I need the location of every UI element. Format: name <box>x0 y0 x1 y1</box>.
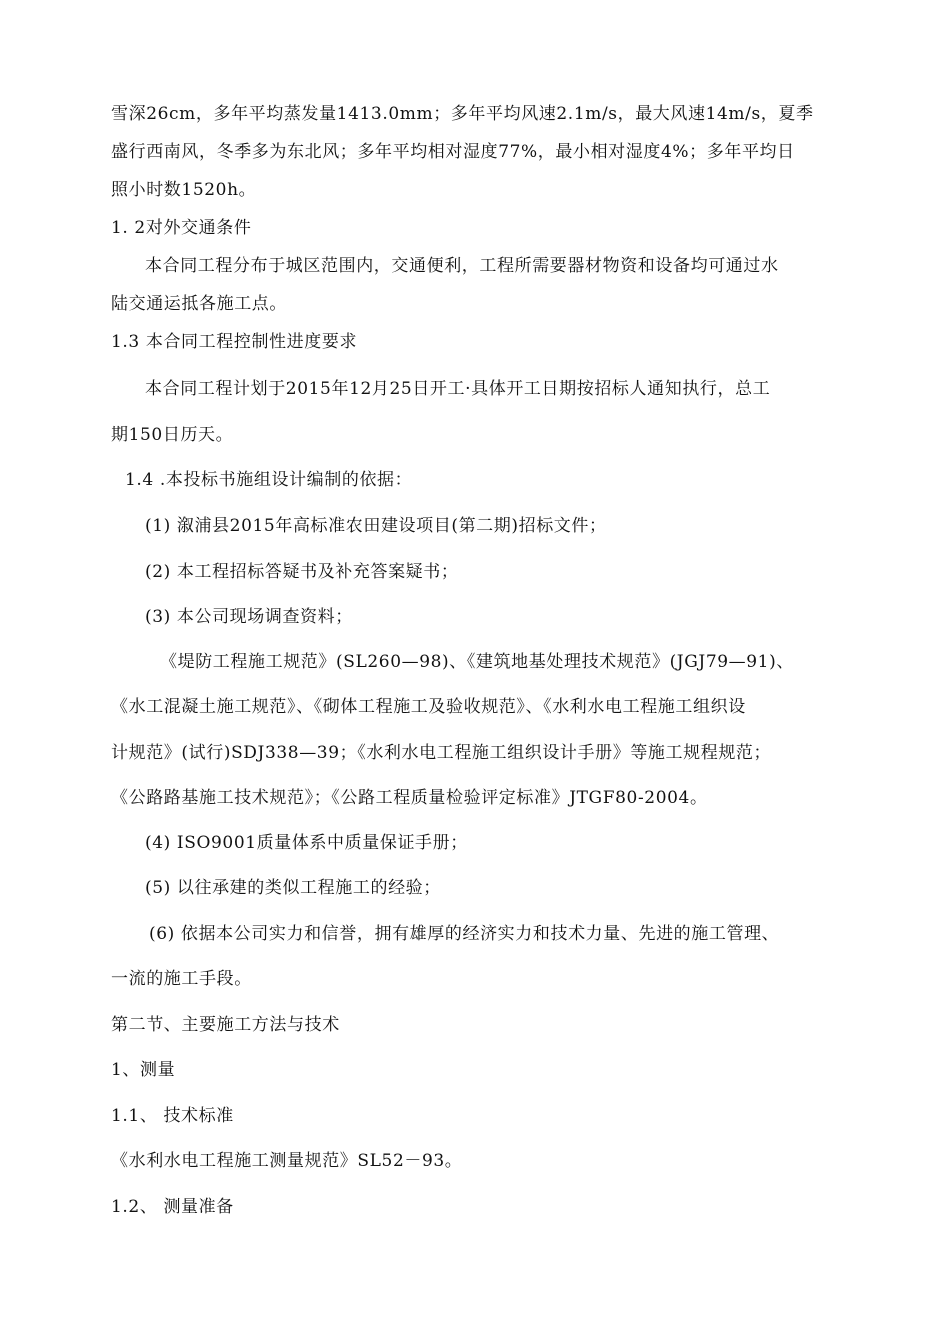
basis-item-2: (2) 本工程招标答疑书及补充答案疑书； <box>145 562 459 582</box>
tech-standard-text: 《水利水电工程施工测量规范》SL52－93。 <box>111 1151 463 1171</box>
section-1-4-heading: 1.4 .本投标书施组设计编制的依据： <box>125 470 413 490</box>
survey-heading: 1、测量 <box>111 1060 176 1080</box>
basis-item-1: (1) 溆浦县2015年高标准农田建设项目(第二期)招标文件； <box>145 516 607 536</box>
traffic-line-1: 本合同工程分布于城区范围内，交通便利，工程所需要器材物资和设备均可通过水 <box>145 256 779 276</box>
basis-item-6-line-1: (6) 依据本公司实力和信誉，拥有雄厚的经济实力和技术力量、先进的施工管理、 <box>149 924 780 944</box>
traffic-line-2: 陆交通运抵各施工点。 <box>111 294 287 314</box>
basis-item-3: (3) 本公司现场调查资料； <box>145 607 353 627</box>
standards-line-4: 《公路路基施工技术规范》；《公路工程质量检验评定标准》JTGF80-2004。 <box>111 788 708 808</box>
standards-line-2: 《水工混凝土施工规范》、《砌体工程施工及验收规范》、《水利水电工程施工组织设 <box>111 697 746 717</box>
section-1-3-heading: 1.3 本合同工程控制性进度要求 <box>111 332 358 352</box>
tech-standard-heading: 1.1、 技术标准 <box>111 1106 234 1126</box>
climate-line-3: 照小时数1520h。 <box>111 180 257 200</box>
basis-item-5: (5) 以往承建的类似工程施工的经验； <box>145 878 441 898</box>
survey-prep-heading: 1.2、 测量准备 <box>111 1197 234 1217</box>
standards-line-1: 《堤防工程施工规范》(SL260—98)、《建筑地基处理技术规范》(JGJ79—91)、 <box>160 652 794 672</box>
schedule-line-1: 本合同工程计划于2015年12月25日开工·具体开工日期按招标人通知执行，总工 <box>145 379 771 399</box>
schedule-line-2: 期150日历天。 <box>111 425 234 445</box>
standards-line-3: 计规范》(试行)SDJ338—39；《水利水电工程施工组织设计手册》等施工规程规范； <box>111 743 772 763</box>
section-1-2-heading: 1. 2对外交通条件 <box>111 218 252 238</box>
section-2-heading: 第二节、主要施工方法与技术 <box>111 1015 340 1035</box>
basis-item-6-line-2: 一流的施工手段。 <box>111 969 252 989</box>
climate-line-2: 盛行西南风，冬季多为东北风；多年平均相对湿度77%，最小相对湿度4%；多年平均日 <box>111 142 795 162</box>
basis-item-4: (4) ISO9001质量体系中质量保证手册； <box>145 833 468 853</box>
climate-line-1: 雪深26cm，多年平均蒸发量1413.0mm；多年平均风速2.1m/s，最大风速14m/s，夏季 <box>111 104 814 124</box>
